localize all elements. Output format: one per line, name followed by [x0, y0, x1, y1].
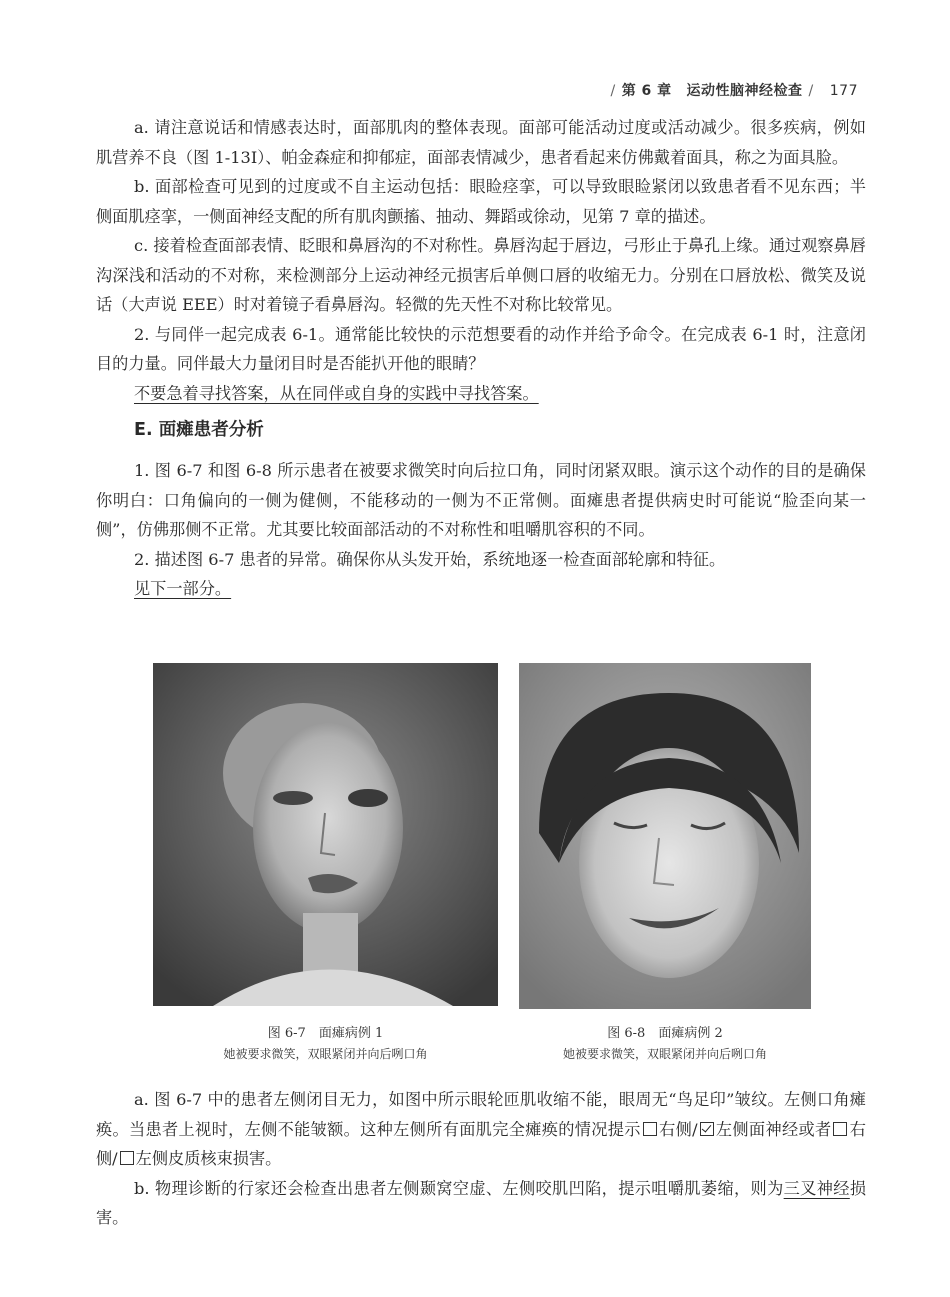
patient-photo-1 — [153, 663, 498, 1006]
running-header: / 第 6 章 运动性脑神经检查 / 177 — [610, 83, 858, 99]
answer-trigeminal: 三叉神经 — [783, 1178, 850, 1198]
figure-subcaption: 她被要求微笑，双眼紧闭并向后咧口角 — [223, 1047, 428, 1061]
answer-2: 见下一部分。 — [134, 579, 232, 598]
paragraph-c: c. 接着检查面部表情、眨眼和鼻唇沟的不对称性。鼻唇沟起于唇边，弓形止于鼻孔上缘。通过观察鼻唇沟深浅和活动的不对称，来检测部分上运动神经元损害后单侧口唇的收缩无力。分别在口唇放松、微笑及说话（大声说 EEE）时对着镜子看鼻唇沟。轻微的先天性不对称比较常见。 — [96, 236, 866, 314]
figure-subcaption: 她被要求微笑，双眼紧闭并向后咧口角 — [562, 1047, 767, 1061]
section-paragraph-2: 2. 描述图 6-7 患者的异常。确保你从头发开始，系统地逐一检查面部轮廓和特征。 — [134, 549, 726, 569]
checkbox-empty — [643, 1122, 657, 1136]
checkbox-empty — [833, 1122, 847, 1136]
section-paragraph-1: 1. 图 6-7 和图 6-8 所示患者在被要求微笑时向后拉口角，同时闭紧双眼。演示这个动作的目的是确保你明白：口角偏向的一侧为健侧，不能移动的一侧为不正常侧。面瘫患者提供病史时可能说“脸歪向某一侧”，仿佛那侧不正常。尤其要比较面部活动的不对称性和咀嚼肌容积的不同。 — [96, 461, 866, 539]
paragraph-b: b. 面部检查可见到的过度或不自主运动包括：眼睑痉挛，可以导致眼睑紧闭以致患者看不见东西；半侧面肌痉挛，一侧面神经支配的所有肌肉颤搐、抽动、舞蹈或徐动，见第 7 章的描述。 — [96, 177, 866, 226]
chapter-label: 第 6 章 — [621, 83, 672, 99]
lower-paragraph-a: a. 图 6-7 中的患者左侧闭目无力，如图中所示眼轮匝肌收缩不能，眼周无“鸟足印”皱纹。左侧口角瘫痪。当患者上视时，左侧不能皱额。这种左侧所有面肌完全瘫痪的情况提示 右侧/ 左侧面神经或者 右侧/ 左侧皮质核束损害。 — [96, 1090, 866, 1168]
figures-row — [0, 663, 950, 1083]
figure-6-8 — [519, 663, 811, 1063]
section-heading: E. 面瘫患者分析 — [134, 420, 264, 440]
answer-1: 不要急着寻找答案，从在同伴或自身的实践中寻找答案。 — [134, 383, 539, 403]
lower-paragraph-b: b. 物理诊断的行家还会检查出患者左侧颞窝空虚、左侧咬肌凹陷，提示咀嚼肌萎缩，则为三叉神经损害。 — [96, 1178, 866, 1227]
checkbox-checked — [700, 1122, 714, 1136]
chapter-title: 运动性脑神经检查 — [686, 83, 803, 99]
patient-photo-2 — [519, 663, 811, 1009]
paragraph-2: 2. 与同伴一起完成表 6-1。通常能比较快的示范想要看的动作并给予命令。在完成表 6-1 时，注意闭目的力量。同伴最大力量闭目时是否能扒开他的眼睛？ — [96, 324, 866, 373]
figure-caption: 图 6-8 面瘫病例 2 — [607, 1026, 723, 1041]
page-number: 177 — [829, 83, 858, 99]
checkbox-empty — [120, 1151, 134, 1165]
figure-6-7 — [153, 663, 498, 1063]
figure-caption: 图 6-7 面瘫病例 1 — [267, 1026, 384, 1041]
main-text — [96, 113, 866, 604]
lower-text — [96, 1085, 866, 1233]
paragraph-a: a. 请注意说话和情感表达时，面部肌肉的整体表现。面部可能活动过度或活动减少。很多疾病，例如肌营养不良（图 1-13I）、帕金森症和抑郁症，面部表情减少，患者看起来仿佛戴着面具，称之为面具脸。 — [96, 118, 866, 167]
